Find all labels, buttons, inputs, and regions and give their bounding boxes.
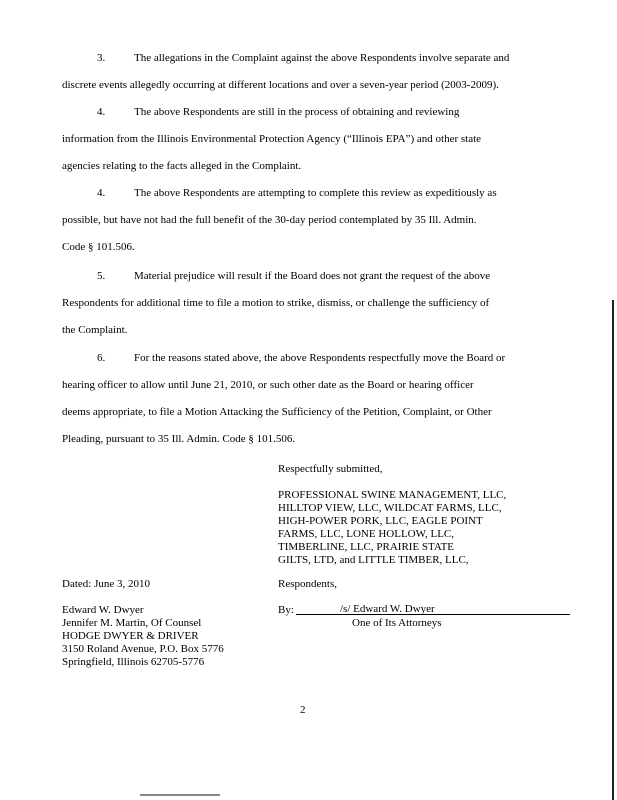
paragraph-number: 4. — [97, 106, 106, 118]
paragraph-line: the Complaint. — [62, 324, 128, 336]
attorney-role: One of Its Attorneys — [352, 617, 442, 629]
respondents-label: Respondents, — [278, 578, 337, 590]
paragraph-line: The allegations in the Complaint against the above Respondents involve separate and — [134, 52, 510, 64]
paragraph-line: Pleading, pursuant to 35 Ill. Admin. Code § 101.506. — [62, 433, 296, 445]
paragraph-line: agencies relating to the facts alleged in the Complaint. — [62, 160, 302, 172]
signed-name: /s/ Edward W. Dwyer — [340, 603, 435, 615]
paragraph-number: 3. — [97, 52, 106, 64]
paragraph-line: possible, but have not had the full benefit of the 30-day period contemplated by 35 Ill. Admin. — [62, 214, 477, 226]
party-line: TIMBERLINE, LLC, PRAIRIE STATE — [278, 541, 455, 553]
paragraph-line: hearing officer to allow until June 21, 2010, or such other date as the Board or hearing officer — [62, 379, 474, 391]
paragraph-line: For the reasons stated above, the above Respondents respectfully move the Board or — [134, 352, 506, 364]
paragraph-line: Respondents for additional time to file a motion to strike, dismiss, or challenge the sufficiency of — [62, 297, 490, 309]
paragraph-line: The above Respondents are attempting to complete this review as expeditiously as — [134, 187, 497, 199]
party-line: PROFESSIONAL SWINE MANAGEMENT, LLC, — [278, 489, 507, 501]
party-line: FARMS, LLC, LONE HOLLOW, LLC, — [278, 528, 454, 540]
party-line: GILTS, LTD, and LITTLE TIMBER, LLC, — [278, 554, 469, 566]
party-line: HIGH-POWER PORK, LLC, EAGLE POINT — [278, 515, 483, 527]
closing-text: Respectfully submitted, — [278, 463, 383, 475]
paragraph-number: 5. — [97, 270, 106, 282]
counsel-line: Springfield, Illinois 62705-5776 — [62, 656, 205, 668]
paragraph-number: 6. — [97, 352, 106, 364]
counsel-line: Edward W. Dwyer — [62, 604, 144, 616]
by-label: By: — [278, 604, 294, 616]
scan-bottom-mark — [140, 794, 220, 796]
paragraph-line: Code § 101.506. — [62, 241, 135, 253]
paragraph-line: information from the Illinois Environmental Protection Agency (“Illinois EPA”) and other state — [62, 133, 482, 145]
scan-edge-line — [612, 300, 614, 800]
paragraph-line: discrete events allegedly occurring at different locations and over a seven-year period (2003-2009). — [62, 79, 499, 91]
paragraph-line: deems appropriate, to file a Motion Attacking the Sufficiency of the Petition, Complaint, or Other — [62, 406, 492, 418]
counsel-line: Jennifer M. Martin, Of Counsel — [62, 617, 202, 629]
counsel-line: HODGE DWYER & DRIVER — [62, 630, 199, 642]
dated-text: Dated: June 3, 2010 — [62, 578, 150, 590]
paragraph-line: Material prejudice will result if the Board does not grant the request of the above — [134, 270, 491, 282]
page-number: 2 — [300, 704, 306, 716]
paragraph-number: 4. — [97, 187, 106, 199]
counsel-line: 3150 Roland Avenue, P.O. Box 5776 — [62, 643, 224, 655]
party-line: HILLTOP VIEW, LLC, WILDCAT FARMS, LLC, — [278, 502, 502, 514]
paragraph-line: The above Respondents are still in the process of obtaining and reviewing — [134, 106, 460, 118]
